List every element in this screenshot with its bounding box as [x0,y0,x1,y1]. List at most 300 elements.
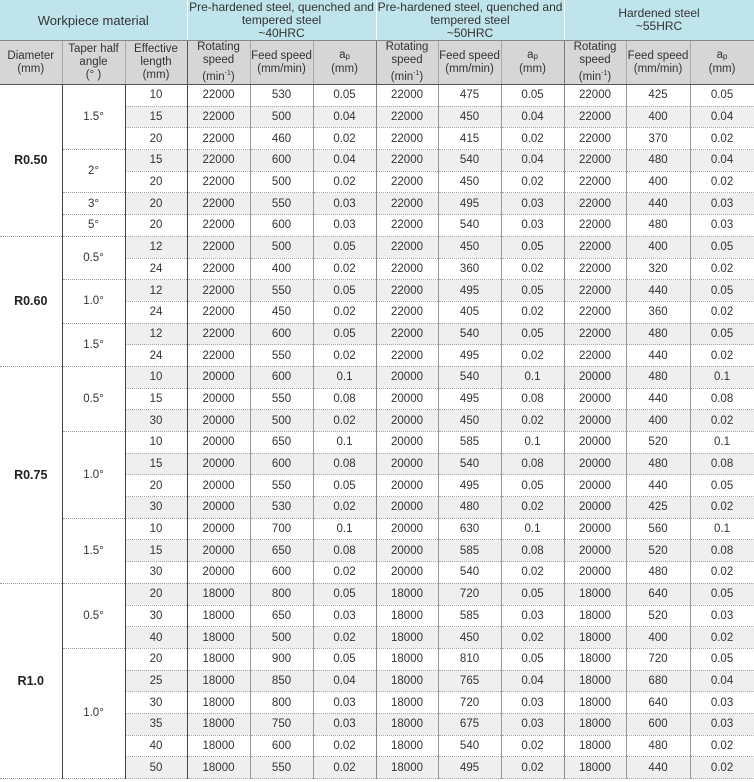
header-unit-exponent: -1 [224,70,231,78]
feed-speed-cell: 440 [626,475,690,497]
rotating-speed-cell: 20000 [564,432,626,454]
rotating-speed-cell: 18000 [376,583,438,605]
feed-speed-cell: 405 [438,301,501,323]
depth-of-cut-cell: 0.1 [313,432,376,454]
table-row [0,432,754,454]
rotating-speed-cell: 18000 [376,648,438,670]
effective-length-cell: 10 [125,518,187,540]
depth-of-cut-cell: 0.05 [313,85,376,107]
effective-length-cell: 35 [125,713,187,735]
feed-speed-cell: 475 [438,85,501,107]
depth-of-cut-cell: 0.08 [690,388,754,410]
feed-speed-cell: 480 [626,453,690,475]
feed-speed-cell: 495 [438,193,501,215]
depth-of-cut-cell: 0.02 [501,735,564,757]
depth-of-cut-cell: 0.02 [501,171,564,193]
depth-of-cut-cell: 0.02 [313,562,376,584]
depth-of-cut-cell: 0.1 [501,432,564,454]
depth-of-cut-cell: 0.02 [501,410,564,432]
header-unit: (mm) [708,63,736,75]
feed-speed-cell: 400 [250,258,313,280]
rotating-speed-cell: 22000 [376,106,438,128]
feed-speed-cell: 415 [438,128,501,150]
depth-of-cut-cell: 0.08 [501,453,564,475]
depth-of-cut-cell: 0.05 [313,475,376,497]
rotating-speed-cell: 22000 [564,258,626,280]
depth-of-cut-cell: 0.05 [313,583,376,605]
effective-length-cell: 15 [125,106,187,128]
depth-of-cut-cell: 0.05 [501,323,564,345]
feed-speed-cell: 520 [626,540,690,562]
feed-speed-cell: 540 [438,215,501,237]
table-row [0,150,754,172]
rotating-speed-cell: 20000 [187,497,250,519]
feed-speed-cell: 630 [438,518,501,540]
rotating-speed-cell: 20000 [376,497,438,519]
header-unit: ) [230,70,235,83]
material-line: Pre-hardened steel, quenched and [189,0,374,14]
feed-speed-cell: 550 [250,280,313,302]
effective-length-cell: 20 [125,648,187,670]
rotating-speed-header [564,41,626,85]
taper-angle-cell: 1.5° [62,323,125,366]
diameter-cell: R1.0 [0,583,62,778]
feed-speed-cell: 600 [250,150,313,172]
header-unit: (° ) [85,69,102,81]
header-label: Rotating speed [197,41,240,67]
rotating-speed-cell: 22000 [376,258,438,280]
depth-of-cut-cell: 0.04 [313,150,376,172]
feed-speed-cell: 560 [626,518,690,540]
header-unit: (mm) [519,63,546,75]
depth-of-cut-cell: 0.03 [690,215,754,237]
depth-of-cut-cell: 0.05 [313,280,376,302]
feed-speed-cell: 720 [626,648,690,670]
rotating-speed-cell: 22000 [564,301,626,323]
rotating-speed-cell: 22000 [187,106,250,128]
rotating-speed-cell: 18000 [187,627,250,649]
taper-angle-cell: 2° [62,150,125,193]
rotating-speed-cell: 20000 [376,432,438,454]
rotating-speed-cell: 18000 [187,735,250,757]
header-label-subscript: p [723,52,728,61]
rotating-speed-cell: 18000 [187,648,250,670]
feed-speed-cell: 480 [438,497,501,519]
rotating-speed-cell: 20000 [376,562,438,584]
table-row [0,583,754,605]
rotating-speed-cell: 20000 [564,475,626,497]
feed-speed-cell: 440 [626,345,690,367]
rotating-speed-cell: 20000 [564,497,626,519]
feed-speed-cell: 550 [250,757,313,779]
rotating-speed-cell: 22000 [187,150,250,172]
rotating-speed-cell: 22000 [187,323,250,345]
depth-of-cut-cell: 0.02 [313,301,376,323]
depth-of-cut-cell: 0.02 [313,128,376,150]
table-row [0,193,754,215]
feed-speed-cell: 450 [438,106,501,128]
depth-of-cut-cell: 0.04 [501,670,564,692]
rotating-speed-cell: 22000 [187,280,250,302]
header-label: a [339,49,346,61]
header-unit: (mm) [142,69,170,81]
feed-speed-cell: 540 [438,562,501,584]
header-unit: ) [607,70,612,83]
rotating-speed-cell: 20000 [187,518,250,540]
header-unit: (min [202,70,225,83]
depth-of-cut-cell: 0.02 [690,171,754,193]
diameter-cell: R0.60 [0,236,62,366]
feed-speed-cell: 600 [250,735,313,757]
feed-speed-cell: 720 [438,583,501,605]
rotating-speed-cell: 20000 [376,540,438,562]
effective-length-cell: 20 [125,215,187,237]
depth-of-cut-cell: 0.08 [690,453,754,475]
depth-of-cut-cell: 0.02 [501,345,564,367]
header-label: Rotating speed [573,41,617,67]
depth-of-cut-cell: 0.03 [501,215,564,237]
depth-of-cut-cell: 0.02 [313,757,376,779]
rotating-speed-cell: 22000 [564,150,626,172]
depth-of-cut-cell: 0.04 [501,150,564,172]
table-row [0,236,754,258]
rotating-speed-cell: 22000 [187,236,250,258]
depth-of-cut-cell: 0.08 [313,540,376,562]
effective-length-cell: 40 [125,735,187,757]
rotating-speed-cell: 22000 [187,301,250,323]
feed-speed-cell: 765 [438,670,501,692]
feed-speed-cell: 450 [438,236,501,258]
header-unit-exponent: -1 [413,70,420,78]
feed-speed-header [250,41,313,85]
feed-speed-cell: 450 [438,627,501,649]
rotating-speed-cell: 18000 [187,692,250,714]
rotating-speed-cell: 22000 [376,193,438,215]
feed-speed-cell: 540 [438,453,501,475]
effective-length-cell: 10 [125,85,187,107]
rotating-speed-cell: 22000 [564,280,626,302]
depth-of-cut-cell: 0.05 [501,236,564,258]
feed-speed-cell: 450 [438,410,501,432]
depth-of-cut-cell: 0.05 [690,85,754,107]
rotating-speed-cell: 20000 [376,410,438,432]
feed-speed-cell: 500 [250,410,313,432]
table-row [0,323,754,345]
depth-of-cut-cell: 0.03 [313,713,376,735]
depth-of-cut-cell: 0.03 [501,605,564,627]
depth-of-cut-cell: 0.05 [501,85,564,107]
depth-of-cut-cell: 0.03 [313,692,376,714]
depth-of-cut-cell: 0.02 [690,301,754,323]
rotating-speed-cell: 22000 [564,236,626,258]
taper-angle-cell: 1.0° [62,648,125,778]
diameter-cell: R0.75 [0,366,62,583]
feed-speed-cell: 750 [250,713,313,735]
feed-speed-cell: 550 [250,193,313,215]
rotating-speed-cell: 22000 [376,171,438,193]
depth-of-cut-cell: 0.02 [313,735,376,757]
header-unit: (mm) [17,62,45,75]
effective-length-cell: 30 [125,410,187,432]
depth-of-cut-cell: 0.05 [690,323,754,345]
material-hardness: ~40HRC [258,25,305,40]
feed-speed-cell: 480 [626,366,690,388]
taper-angle-cell: 1.0° [62,280,125,323]
depth-of-cut-cell: 0.02 [313,345,376,367]
effective-length-cell: 20 [125,583,187,605]
rotating-speed-cell: 18000 [564,627,626,649]
taper-angle-cell: 0.5° [62,236,125,279]
rotating-speed-cell: 22000 [187,171,250,193]
feed-speed-cell: 800 [250,692,313,714]
rotating-speed-cell: 18000 [564,692,626,714]
depth-of-cut-cell: 0.04 [313,670,376,692]
feed-speed-cell: 360 [626,301,690,323]
material-line: tempered steel [430,12,510,27]
effective-length-cell: 15 [125,150,187,172]
effective-length-cell: 12 [125,236,187,258]
rotating-speed-cell: 20000 [187,388,250,410]
feed-speed-cell: 600 [250,562,313,584]
feed-speed-cell: 720 [438,692,501,714]
rotating-speed-cell: 18000 [376,605,438,627]
depth-of-cut-header [690,41,754,85]
taper-angle-cell: 1.5° [62,85,125,150]
rotating-speed-cell: 20000 [187,540,250,562]
feed-speed-cell: 600 [250,366,313,388]
feed-speed-cell: 530 [250,85,313,107]
depth-of-cut-cell: 0.02 [690,410,754,432]
depth-of-cut-header [313,41,376,85]
feed-speed-cell: 585 [438,605,501,627]
rotating-speed-cell: 22000 [376,301,438,323]
feed-speed-cell: 675 [438,713,501,735]
depth-of-cut-cell: 0.1 [313,366,376,388]
feed-speed-cell: 495 [438,388,501,410]
rotating-speed-cell: 18000 [187,605,250,627]
depth-of-cut-cell: 0.03 [690,692,754,714]
header-label: a [527,49,534,61]
depth-of-cut-cell: 0.1 [690,518,754,540]
feed-speed-cell: 640 [626,583,690,605]
depth-of-cut-cell: 0.02 [313,171,376,193]
feed-speed-cell: 540 [438,323,501,345]
depth-of-cut-cell: 0.03 [313,193,376,215]
feed-speed-cell: 425 [626,497,690,519]
feed-speed-cell: 850 [250,670,313,692]
effective-length-cell: 30 [125,605,187,627]
rotating-speed-cell: 18000 [187,670,250,692]
rotating-speed-cell: 18000 [376,692,438,714]
header-unit: (mm/min) [445,62,494,75]
rotating-speed-cell: 22000 [187,258,250,280]
effective-length-cell: 20 [125,475,187,497]
depth-of-cut-header [501,41,564,85]
depth-of-cut-cell: 0.05 [690,236,754,258]
effective-length-cell: 24 [125,258,187,280]
feed-speed-cell: 600 [250,323,313,345]
header-label: Taper half angle [68,43,119,68]
depth-of-cut-cell: 0.08 [313,453,376,475]
feed-speed-cell: 495 [438,280,501,302]
depth-of-cut-cell: 0.04 [690,106,754,128]
rotating-speed-cell: 22000 [187,345,250,367]
depth-of-cut-cell: 0.05 [501,475,564,497]
table-row [0,280,754,302]
feed-speed-cell: 480 [626,323,690,345]
rotating-speed-cell: 20000 [376,518,438,540]
table-row [0,215,754,237]
rotating-speed-cell: 20000 [376,475,438,497]
feed-speed-cell: 540 [438,150,501,172]
header-unit: (min [578,70,602,83]
depth-of-cut-cell: 0.03 [690,193,754,215]
material-55hrc-header [564,0,754,41]
rotating-speed-cell: 22000 [187,193,250,215]
rotating-speed-cell: 22000 [376,280,438,302]
effective-length-cell: 20 [125,193,187,215]
taper-angle-cell: 0.5° [62,583,125,648]
length-header [125,41,187,85]
feed-speed-cell: 650 [250,605,313,627]
rotating-speed-header [376,41,438,85]
feed-speed-cell: 600 [250,453,313,475]
rotating-speed-cell: 18000 [564,757,626,779]
header-label: Feed speed [439,49,500,62]
rotating-speed-cell: 22000 [187,85,250,107]
feed-speed-cell: 700 [250,518,313,540]
depth-of-cut-cell: 0.03 [501,713,564,735]
rotating-speed-cell: 20000 [376,366,438,388]
effective-length-cell: 15 [125,388,187,410]
rotating-speed-cell: 20000 [564,518,626,540]
material-line: tempered steel [241,12,322,27]
feed-speed-cell: 800 [250,583,313,605]
feed-speed-cell: 585 [438,540,501,562]
header-unit: ) [419,70,424,83]
feed-speed-cell: 400 [626,410,690,432]
depth-of-cut-cell: 0.03 [690,605,754,627]
taper-angle-cell: 5° [62,215,125,237]
feed-speed-cell: 600 [250,215,313,237]
rotating-speed-cell: 18000 [187,713,250,735]
depth-of-cut-cell: 0.04 [501,106,564,128]
taper-angle-cell: 0.5° [62,366,125,431]
feed-speed-cell: 500 [250,236,313,258]
feed-speed-cell: 550 [250,388,313,410]
rotating-speed-cell: 20000 [187,475,250,497]
depth-of-cut-cell: 0.03 [690,713,754,735]
depth-of-cut-cell: 0.02 [690,497,754,519]
depth-of-cut-cell: 0.02 [690,757,754,779]
taper-angle-cell: 1.5° [62,518,125,583]
header-unit: (mm/min) [633,62,683,75]
depth-of-cut-cell: 0.08 [690,540,754,562]
rotating-speed-cell: 20000 [564,453,626,475]
feed-speed-cell: 440 [626,757,690,779]
rotating-speed-cell: 20000 [564,410,626,432]
header-label-subscript: p [345,52,350,61]
feed-speed-cell: 480 [626,735,690,757]
header-label: Diameter [7,49,55,62]
feed-speed-cell: 440 [626,280,690,302]
workpiece-material-header: Workpiece material [0,0,187,41]
effective-length-cell: 20 [125,128,187,150]
feed-speed-cell: 480 [626,150,690,172]
rotating-speed-cell: 20000 [564,540,626,562]
depth-of-cut-cell: 0.05 [690,280,754,302]
feed-speed-cell: 550 [250,475,313,497]
depth-of-cut-cell: 0.04 [690,670,754,692]
feed-speed-cell: 530 [250,497,313,519]
depth-of-cut-cell: 0.02 [313,627,376,649]
feed-speed-cell: 450 [250,301,313,323]
effective-length-cell: 25 [125,670,187,692]
depth-of-cut-cell: 0.02 [501,301,564,323]
material-40hrc-header [187,0,376,41]
feed-speed-cell: 500 [250,106,313,128]
rotating-speed-cell: 20000 [187,562,250,584]
effective-length-cell: 30 [125,562,187,584]
depth-of-cut-cell: 0.1 [501,366,564,388]
header-label-subscript: p [533,52,538,61]
rotating-speed-cell: 22000 [376,215,438,237]
rotating-speed-cell: 18000 [564,670,626,692]
feed-speed-cell: 360 [438,258,501,280]
depth-of-cut-cell: 0.02 [501,757,564,779]
rotating-speed-cell: 18000 [376,670,438,692]
taper-header [62,41,125,85]
depth-of-cut-cell: 0.05 [690,583,754,605]
rotating-speed-cell: 18000 [564,735,626,757]
effective-length-cell: 12 [125,280,187,302]
effective-length-cell: 15 [125,453,187,475]
depth-of-cut-cell: 0.02 [690,562,754,584]
rotating-speed-cell: 18000 [564,648,626,670]
depth-of-cut-cell: 0.03 [313,605,376,627]
feed-speed-cell: 680 [626,670,690,692]
feed-speed-header [626,41,690,85]
feed-speed-cell: 550 [250,345,313,367]
material-line: Pre-hardened steel, quenched and [377,0,563,14]
depth-of-cut-cell: 0.03 [501,692,564,714]
depth-of-cut-cell: 0.05 [690,475,754,497]
depth-of-cut-cell: 0.04 [313,106,376,128]
rotating-speed-cell: 22000 [187,215,250,237]
rotating-speed-cell: 22000 [564,171,626,193]
feed-speed-cell: 810 [438,648,501,670]
column-header-row [0,41,754,85]
depth-of-cut-cell: 0.05 [313,236,376,258]
header-unit: (mm/min) [257,62,306,75]
rotating-speed-cell: 18000 [376,713,438,735]
depth-of-cut-cell: 0.05 [313,648,376,670]
rotating-speed-cell: 18000 [376,627,438,649]
depth-of-cut-cell: 0.1 [690,432,754,454]
depth-of-cut-cell: 0.05 [313,323,376,345]
depth-of-cut-cell: 0.02 [690,258,754,280]
feed-speed-cell: 480 [626,215,690,237]
effective-length-cell: 50 [125,757,187,779]
rotating-speed-cell: 18000 [187,757,250,779]
table-row [0,648,754,670]
table-row [0,85,754,107]
effective-length-cell: 30 [125,692,187,714]
depth-of-cut-cell: 0.02 [690,627,754,649]
diameter-cell: R0.50 [0,85,62,237]
depth-of-cut-cell: 0.02 [690,345,754,367]
rotating-speed-cell: 22000 [564,323,626,345]
